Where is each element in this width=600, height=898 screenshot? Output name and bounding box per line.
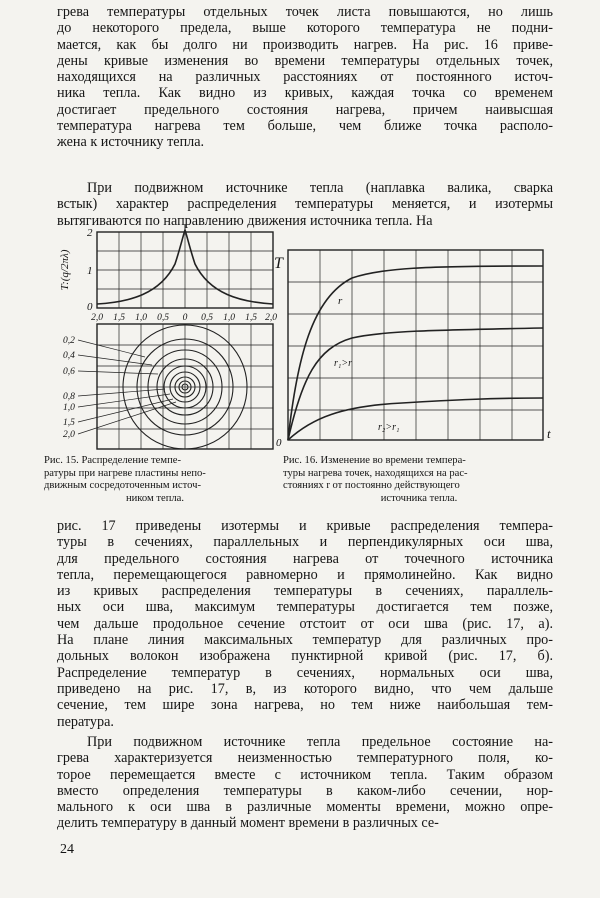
- text-line: находящихся на различных расстояниях от постоянного источ-: [57, 69, 553, 86]
- text-line: мального к оси шва в различные моменты времени, можно опре-: [57, 799, 553, 816]
- isotherm-label: 0,6: [63, 367, 75, 377]
- text-line: При подвижном источнике тепла (наплавка валика, сварка: [87, 180, 553, 196]
- fig15-y-tick: 2: [87, 227, 93, 239]
- isotherm-label: 0,2: [63, 336, 75, 346]
- text-line: мается, как бы долго ни производить нагрев. На рис. 16 приве-: [57, 36, 553, 53]
- isotherm-label: 1,5: [63, 418, 75, 428]
- text-line: ника тепла. Как видно из кривых, каждая точка со временем: [57, 85, 553, 102]
- text-line: торое перемещается вместе с источником тепла. Таким образом: [57, 766, 553, 783]
- text-line: Распределение температур в сечениях, нормальных оси шва,: [57, 664, 553, 681]
- text-line: для предельного состояния нагрева от точечного источника: [57, 550, 553, 567]
- figure-15: [40, 224, 275, 454]
- fig16-origin-label: 0: [276, 437, 282, 449]
- text-line: чем дальше продольное сечение отстоит от оси шва (рис. 17, а).: [57, 615, 553, 632]
- text-line: тепла, перемещающегося равномерно и прямолинейно. Как видно: [57, 566, 553, 583]
- fig15-y-tick: 1: [87, 265, 93, 277]
- fig15-x-tick: 1,5: [113, 313, 125, 323]
- text-line: дены кривые изменения во времени температуры отдельных точек,: [57, 52, 553, 69]
- text-line: до некоторого предела, выше которого температура не подни-: [57, 20, 553, 37]
- isotherm-label: 1,0: [63, 403, 75, 413]
- caption-line: источника тепла.: [380, 492, 458, 504]
- text-line: достигает предельного состояния нагрева, причем наивысшая: [57, 101, 553, 118]
- text-line: приведено на рис. 17, в, из которого видно, что чем дальше: [57, 680, 553, 697]
- caption-line: ратуры при нагреве пластины непо-: [44, 467, 206, 479]
- figure-16-caption: [283, 455, 555, 505]
- curve-label-r: r: [338, 295, 343, 307]
- caption-line: стояниях r от постоянно действующего: [283, 480, 460, 492]
- paragraph-4: [57, 734, 553, 832]
- text-line: температура нагрева тем больше, чем ближе точка располо-: [57, 118, 553, 135]
- paragraph-1: [57, 4, 553, 151]
- fig15-x-tick: 0,5: [201, 313, 213, 323]
- curve-r2: [288, 398, 543, 440]
- caption-line: туры нагрева точек, находящихся на рас-: [283, 467, 468, 479]
- isotherm-label: 2,0: [63, 430, 75, 440]
- figure-16: [272, 238, 557, 450]
- caption-line: Рис. 16. Изменение во времени темпера-: [283, 455, 466, 466]
- text-line: туры в сечениях, параллельных и перпендикулярных оси шва,: [57, 534, 553, 551]
- text-line: сечение, тем шире зона нагрева, но тем ниже наибольшая тем-: [57, 697, 553, 714]
- figure-15-caption: [44, 455, 266, 505]
- fig15-y-tick: 0: [87, 301, 93, 313]
- caption-line: ником тепла.: [125, 492, 185, 504]
- text-line: из кривых распределения температуры в сечениях, параллель-: [57, 583, 553, 600]
- fig15-x-tick: 2,0: [265, 313, 277, 323]
- caption-line: движным сосредоточенным источ-: [44, 480, 201, 492]
- curve-label-r1: r₁>r: [334, 358, 353, 369]
- text-line: дольных волокон изображена пунктирной кривой (рис. 17, б).: [57, 648, 553, 665]
- fig15-x-tick: 2,0: [91, 313, 103, 323]
- text-line: жена к источнику тепла.: [57, 134, 205, 151]
- curve-label-r2: r₂>r₁: [378, 422, 400, 433]
- page-number: 24: [60, 842, 74, 857]
- fig15-x-tick: 1,0: [135, 313, 147, 323]
- paragraph-2: [57, 180, 553, 229]
- fig15-x-tick: 0: [182, 313, 188, 323]
- text-line: ных оси шва, максимум температуры достигается тем позже,: [57, 599, 553, 616]
- text-line: При подвижном источнике тепла предельное состояние на-: [87, 734, 553, 750]
- caption-line: Рис. 15. Распределение темпе-: [44, 455, 181, 466]
- text-line: На плане линия максимальных температур для различных про-: [57, 632, 553, 649]
- isotherm-label: 0,8: [63, 392, 75, 402]
- fig15-x-tick: 1,5: [245, 313, 257, 323]
- fig15-x-tick: 1,0: [223, 313, 235, 323]
- text-line: делить температуру в данный момент времени в различных се-: [57, 815, 439, 832]
- fig16-x-axis-label: t: [547, 426, 551, 441]
- text-line: рис. 17 приведены изотермы и кривые распределения темпера-: [57, 518, 553, 534]
- paragraph-3: [57, 518, 553, 730]
- text-line: вместо определения температуры в каком-либо сечении, нор-: [57, 782, 553, 799]
- fig15-y-axis-label: T:(q/2πλ): [59, 249, 71, 291]
- text-line: вытягиваются по направлению движения источника тепла. На: [57, 212, 433, 229]
- fig16-y-axis-label: T: [274, 255, 283, 272]
- text-line: грева характеризуется неизменностью температурного поля, ко-: [57, 750, 553, 767]
- curve-r1: [288, 328, 543, 440]
- text-line: пература.: [57, 713, 114, 730]
- isotherm-label: 0,4: [63, 351, 75, 361]
- fig15-x-tick: 0,5: [157, 313, 169, 323]
- text-line: встык) характер распределения температуры меняется, и изотермы: [57, 196, 553, 213]
- text-line: грева температуры отдельных точек листа повышаются, но лишь: [57, 4, 553, 20]
